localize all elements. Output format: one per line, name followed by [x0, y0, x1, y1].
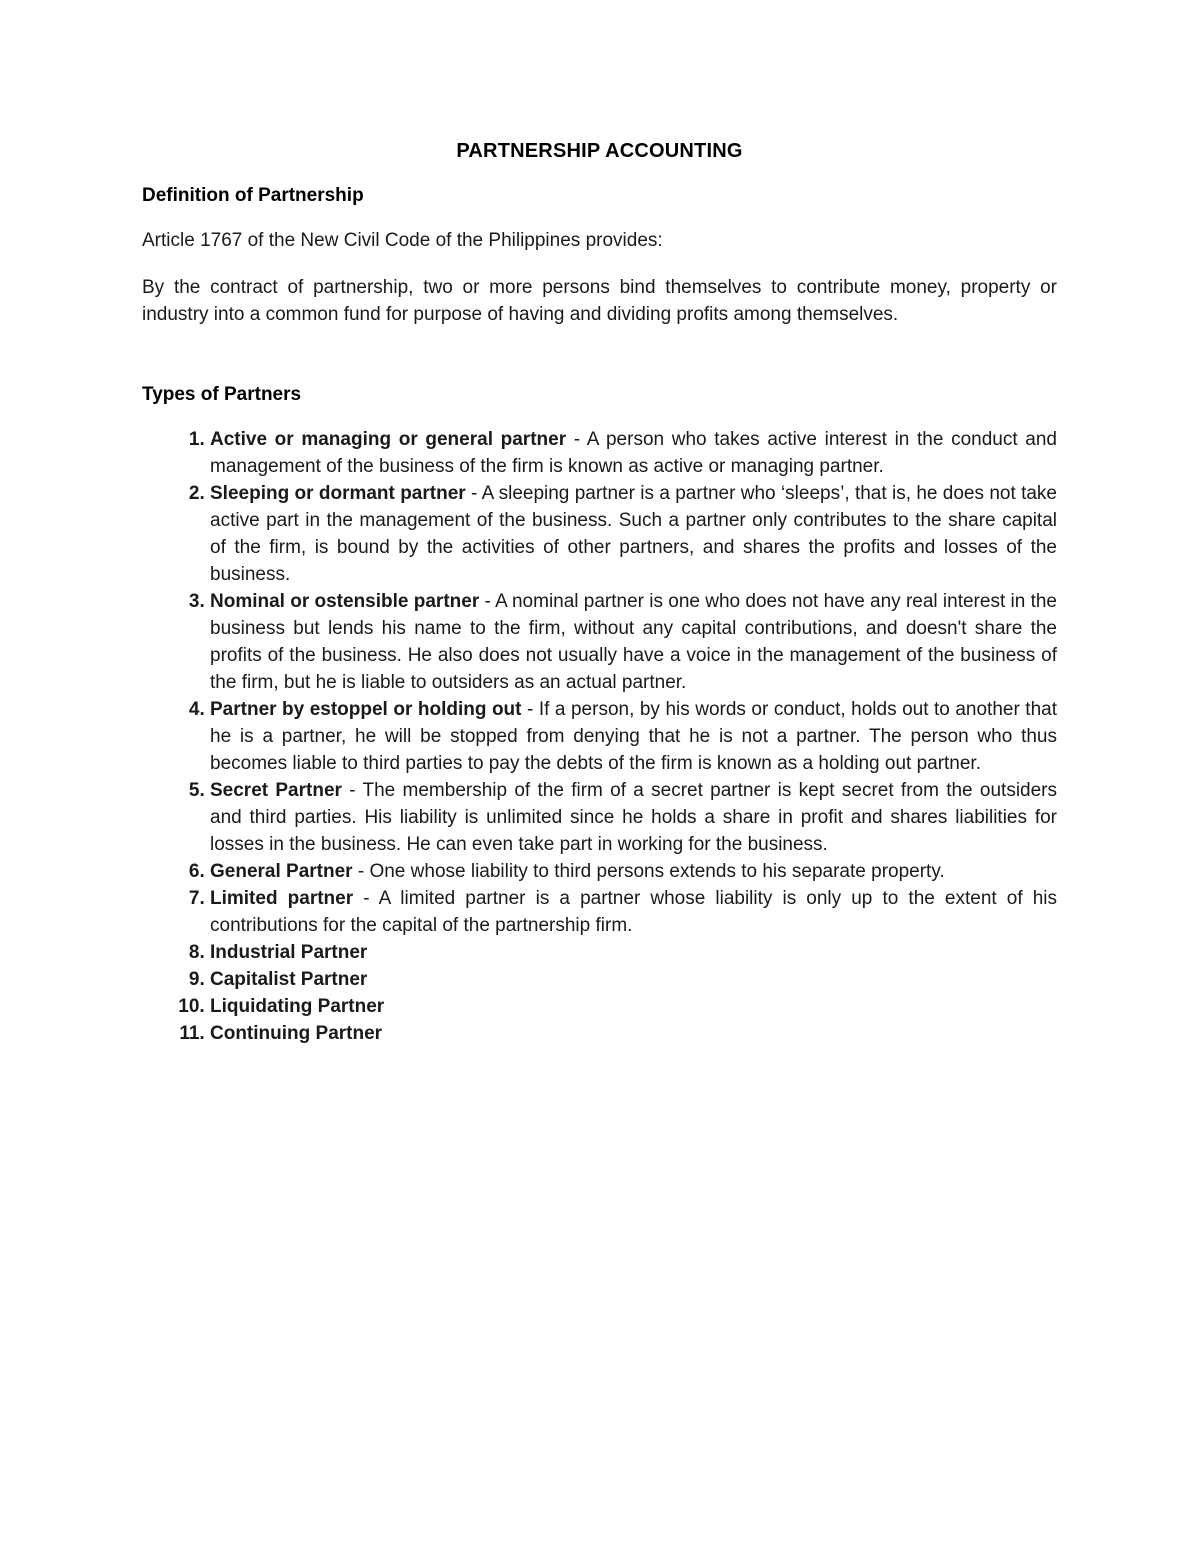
list-item: [210, 777, 1057, 858]
partner-term: General Partner: [210, 861, 353, 882]
definition-body-paragraph: By the contract of partnership, two or more persons bind themselves to contribute money, property or industry into a common fund for purpose of having and dividing profits among themselves.: [142, 277, 1057, 325]
partner-desc: - A sleeping partner is a partner who ‘sleeps’, that is, he does not take active part in the management of the business. Such a partner only contributes to the share capital of the firm, is bound by the activities of other partners, and shares the profits and losses of the business.: [210, 483, 1058, 585]
list-item: [210, 1020, 1057, 1047]
partner-term: Limited partner: [210, 888, 354, 909]
partners-list: [142, 426, 1057, 1047]
list-item: [210, 966, 1057, 993]
list-item: [210, 426, 1057, 480]
list-item: [210, 588, 1057, 696]
partner-desc: - A limited partner is a partner whose liability is only up to the extent of his contributions for the capital of the partnership firm.: [210, 888, 1057, 936]
partner-term: Industrial Partner: [210, 942, 368, 963]
partner-term: Secret Partner: [210, 780, 342, 801]
types-heading: Types of Partners: [142, 384, 302, 405]
partner-term: Nominal or ostensible partner: [210, 591, 480, 612]
list-item: [210, 696, 1057, 777]
types-section: [142, 384, 1057, 1047]
list-item: [210, 939, 1057, 966]
partner-desc: - The membership of the firm of a secret partner is kept secret from the outsiders and third parties. His liability is unlimited since he holds a share in profit and shares liabilities for losses in the business. He can even take part in working for the business.: [210, 780, 1058, 855]
definition-section: [142, 185, 1057, 328]
definition-intro-paragraph: Article 1767 of the New Civil Code of the Philippines provides:: [142, 230, 663, 251]
partner-term: Liquidating Partner: [210, 996, 385, 1017]
definition-heading: Definition of Partnership: [142, 185, 364, 206]
partner-desc: - A person who takes active interest in the conduct and management of the business of the firm is known as active or managing partner.: [210, 429, 1057, 477]
partner-desc: - One whose liability to third persons extends to his separate property.: [357, 861, 945, 882]
partner-desc: - A nominal partner is one who does not have any real interest in the business but lends his name to the firm, without any capital contributions, and doesn't share the profits of the business. He also does not usually have a voice in the management of the business of the firm, but he is liable to outsiders as an actual partner.: [210, 591, 1057, 693]
partner-term: Continuing Partner: [210, 1023, 383, 1044]
list-item: [210, 993, 1057, 1020]
partner-term: Capitalist Partner: [210, 969, 368, 990]
list-item: [210, 885, 1057, 939]
document-title: PARTNERSHIP ACCOUNTING: [456, 140, 743, 162]
list-item: [210, 480, 1057, 588]
partner-term: Sleeping or dormant partner: [210, 483, 466, 504]
list-item: [210, 858, 1057, 885]
partner-term: Partner by estoppel or holding out: [210, 699, 522, 720]
partner-term: Active or managing or general partner: [210, 429, 567, 450]
partner-desc: - If a person, by his words or conduct, holds out to another that he is a partner, he will be stopped from denying that he is not a partner. The person who thus becomes liable to third parties to pay the debts of the firm is known as a holding out partner.: [210, 699, 1057, 774]
